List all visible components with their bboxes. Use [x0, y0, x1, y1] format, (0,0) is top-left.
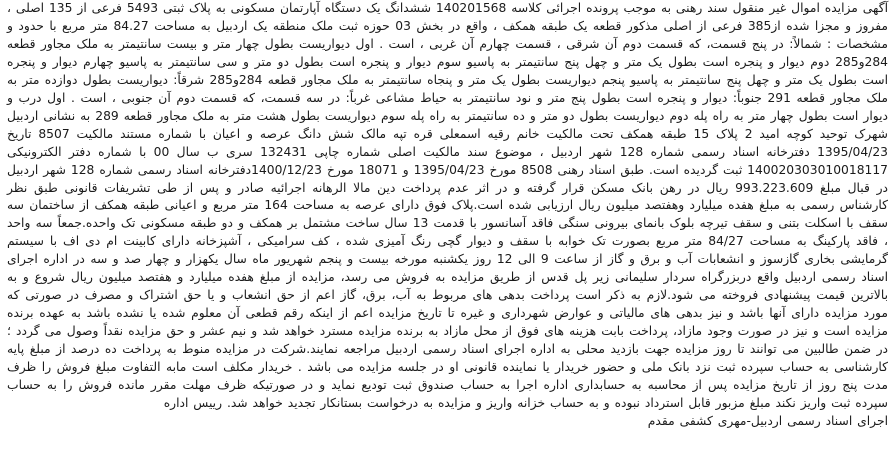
notice-signature: اجرای اسناد رسمی اردبیل-مهری کشفی مقدم	[647, 413, 888, 428]
notice-body: آگهی مزایده اموال غیر منقول سند رهنی به موجب پرونده اجرائی کلاسه 140201568 ششدانگ یک دستگاه آپارتمان مسکونی به پلاک ثبتی 5493 فرعی از 135 اصلی ، مفروز و مجزا شده از385 فرعی از اصلی مذکور قطعه یک طبقه همکف ، واقع در بخش 03 حوزه ثبت ملک منطقه یک اردبیل به مساحت 84.27 متر مربع با حدود و مشخصات : شمالاً: در پنج قسمت، که قسمت دوم آن شرقی ، قسمت چهارم آن غربی ، است . اول دیواریست بطول چهار متر و بیست سانتیمتر به ملک مجاور قطعه 284و285 دوم دیوار و پنجره است بطول یک متر و چهل پنج سانتیمتر به پاسیو سوم دیوار و پنجره است بطول دو متر و سی سانتیمتر به پاسیو چهارم دیوار و پنجره است بطول یک متر و چهل پنج سانتیمتر به پاسیو پنجم دیواریست بطول یک متر و پنجاه سانتیمتر به ملک مجاور قطعه 284و285 شرقاً: دیواریست بطول دوازده متر به ملک مجاور قطعه 291 جنوباً: دیوار و پنجره است بطول پنج متر و نود سانتیمتر به حیاط مشاعی غرباً: در سه قسمت، که قسمت دوم آن جنوبی ، است . اول درب و دیوار است بطول چهار متر به راه پله دوم دیواریست بطول دو متر و ده سانتیمتر به راه پله سوم دیواریست بطول هشت متر به ملک مجاور قطعه 289 به نشانی اردبیل شهرک توحید کوچه امید 2 پلاک 15 طبقه همکف تحت مالکیت خانم رقیه اسمعلی قره تپه مالک شش دانگ عرصه و اعیان با شماره مستند مالکیت 8507 تاریخ 1395/04/23 دفترخانه اسناد رسمی شماره 128 شهر اردبیل ، موضوع سند مالکیت اصلی شماره چاپی 132431 سری ب سال 00 با شماره دفتر الکترونیکی 140020303010018117 ثبت گردیده است. طبق اسناد رهنی 8508 مورخ 1395/04/23 و 18071 مورخ 1400/12/23دفترخانه اسناد رسمی شماره 128 شهر اردبیل در قبال مبلغ 993.223.609 ریال در رهن بانک مسکن قرار گرفته و در اثر عدم پرداخت دین مالا الرهانه اجرائیه صادر و پس از طی تشریفات قانونی طبق نظر کارشناس رسمی به مبلغ هفده میلیارد وهفتصد میلیون ریال ارزیابی شده است.پلاک فوق دارای عرصه به مساحت 164 متر مربع و اعیانی طبقه همکف از ساختمان سه سقف با اسکلت بتنی و سقف تیرچه بلوک بانمای بیرونی سنگی فاقد آسانسور با قدمت 13 سال ساخت مشتمل بر همکف و دو طبقه مسکونی تک واحده.جمعاً سه واحد ، فاقد پارکینگ به مساحت 84/27 متر مربع بصورت تک خوابه با سقف و دیوار گچی رنگ آمیزی شده ، کف سرامیکی ، آشپزخانه دارای کابینت ام دی اف با سیستم گرمایشی بخاری گازسوز و انشعابات آب و برق و گاز از ساعت 9 الی 12 روز یکشنبه مورخه بیست و پنجم شهریور ماه سال یکهزار و چهار صد و سه در اداره اجرای اسناد رسمی اردبیل واقع دربزرگراه سردار سلیمانی زیر پل قدس از طریق مزایده به فروش می رسد، مزایده از مبلغ هفده میلیارد و هفتصد میلیون ریال شروع و به بالاترین قیمت پیشنهادی فروخته می شود.لازم به ذکر است پرداخت بدهی های مربوط به آب، برق، گاز اعم از حق انشعاب و یا حق اشتراک و مصرف در صورتی که مورد مزایده دارای آنها باشد و نیز بدهی های مالیاتی و عوارض شهرداری و غیره تا تاریخ مزایده اعم از اینکه رقم قطعی آن معلوم شده یا نشده باشد به عهده برنده مزایده است و نیز در صورت وجود مازاد، پرداخت بابت هزینه های فوق از محل مازاد به برنده مزایده مسترد خواهد شد و نیم عشر و حق مزایده نقداً وصول می گردد ؛ در ضمن طالبین می توانند تا روز مزایده جهت بازدید محلی به اداره اجرای اسناد رسمی اردبیل مراجعه نمایند.شرکت در مزایده منوط به پرداخت ده درصد از مبلغ پایه کارشناسی به حساب سپرده ثبت نزد بانک ملی و حضور خریدار یا نماینده قانونی او در جلسه مزایده می باشد . خریدار مکلف است مابه التفاوت مبلغ فروش را ظرف مدت پنج روز از تاریخ مزایده پس از محاسبه به حسابداری اداره اجرا به حساب صندوق ثبت تودیع نماید و در صورتیکه ظرف مهلت مقرر مانده فروش را به حساب سپرده ثبت واریز نکند مبلغ مزبور قابل استرداد نبوده و به حساب خزانه واریز و مزایده به درخواست بستانکار تجدید خواهد شد. رییس اداره	[7, 1, 889, 410]
